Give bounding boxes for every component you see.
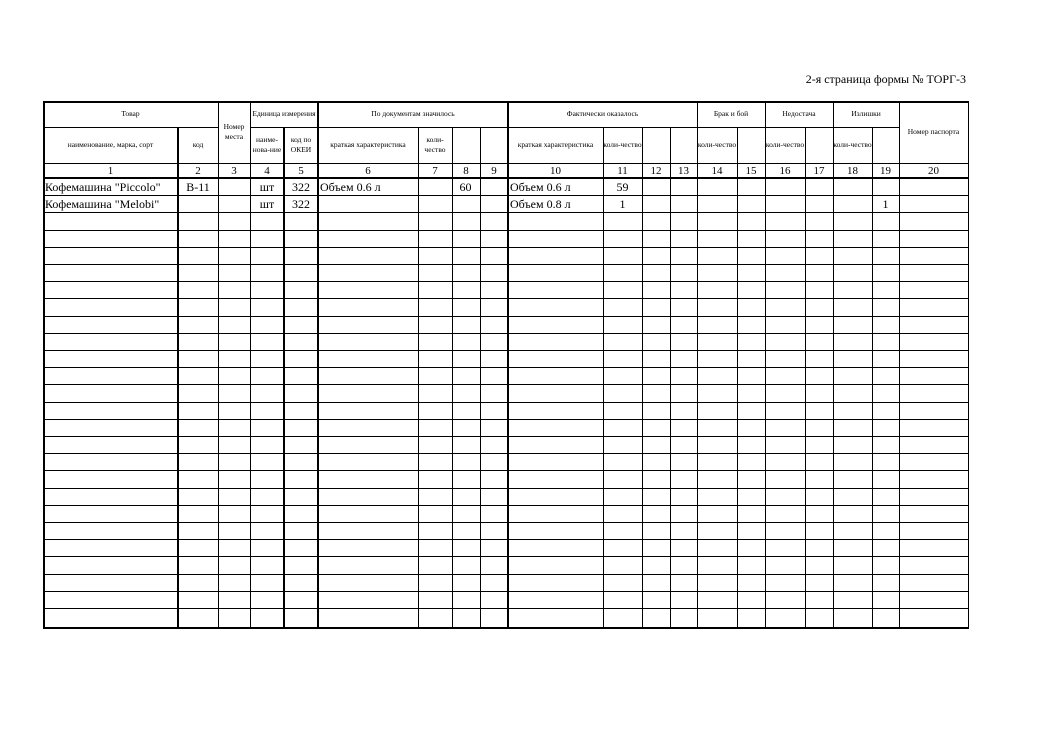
- column-number: 20: [928, 164, 939, 177]
- header-doc-quantity: коли-чество: [424, 135, 446, 154]
- header-shortage-quantity: коли-чество: [765, 140, 805, 149]
- column-divider-line: [968, 101, 969, 629]
- row-goods-name: Кофемашина "Melobi": [45, 196, 160, 211]
- row-divider-line: [43, 419, 968, 420]
- column-divider-line: [805, 127, 806, 629]
- column-divider-line: [899, 101, 900, 629]
- column-number: 3: [231, 164, 237, 177]
- column-number: 11: [617, 164, 628, 177]
- row-divider-line: [43, 298, 968, 299]
- row-divider-line: [43, 505, 968, 506]
- header-goods-code: код: [192, 140, 204, 149]
- header-surplus-quantity: коли-чество: [833, 140, 872, 149]
- header-act-quantity: коли-чество: [603, 140, 642, 149]
- inventory-form-table: [43, 101, 968, 629]
- row-divider-line: [43, 522, 968, 523]
- row-divider-line: [43, 316, 968, 317]
- row-divider-line: [43, 264, 968, 265]
- column-number: 2: [195, 164, 201, 177]
- row-act-description: Объем 0.6 л: [510, 179, 571, 194]
- column-number: 8: [463, 164, 469, 177]
- column-number: 5: [298, 164, 304, 177]
- row-doc-quantity: [438, 196, 493, 212]
- form-page-caption: 2-я страница формы № ТОРГ-3: [805, 72, 966, 86]
- column-number: 19: [880, 164, 891, 177]
- column-number: 17: [813, 164, 825, 177]
- row-doc-quantity: 60: [459, 179, 472, 194]
- row-divider-line: [43, 591, 968, 592]
- row-divider-line: [43, 212, 968, 213]
- column-number: 12: [650, 164, 662, 177]
- column-divider-line: [642, 127, 643, 629]
- column-number: 13: [678, 164, 689, 177]
- row-doc-description: [318, 196, 420, 212]
- row-divider-line: [43, 556, 968, 557]
- header-unit: Единица измерения: [252, 109, 316, 118]
- column-number: 10: [550, 164, 561, 177]
- row-goods-code: В-11: [186, 179, 210, 194]
- row-divider-line: [43, 384, 968, 385]
- header-goods: Товар: [121, 109, 140, 118]
- row-divider-line: [43, 281, 968, 282]
- row-unit-name: шт: [259, 179, 275, 194]
- row-divider-line: [43, 436, 968, 437]
- row-okei-code: 322: [292, 179, 310, 194]
- column-number: 6: [365, 164, 371, 177]
- header-per-documents: По документам значилось: [371, 109, 455, 118]
- row-surplus-quantity: 1: [882, 196, 889, 211]
- row-divider-line: [43, 453, 968, 454]
- row-goods-code: [178, 196, 218, 212]
- row-divider-line: [43, 608, 968, 609]
- row-divider-line: [43, 350, 968, 351]
- row-divider-line: [43, 470, 968, 471]
- header-defect-quantity: коли-чество: [697, 140, 737, 149]
- row-divider-line: [43, 574, 968, 575]
- column-divider-line: [765, 101, 766, 629]
- row-act-quantity: 1: [619, 196, 626, 211]
- thick-column-divider: [317, 178, 319, 629]
- column-number: 16: [779, 164, 791, 177]
- header-surplus: Излишки: [851, 109, 881, 118]
- header-act-description: краткая характеристика: [517, 140, 594, 149]
- header-doc-description: краткая характеристика: [330, 140, 406, 149]
- column-divider-line: [833, 101, 834, 629]
- row-okei-code: 322: [292, 196, 310, 211]
- header-unit-code: код по ОКЕИ: [290, 135, 312, 154]
- header-shortage: Недостача: [782, 109, 816, 118]
- column-divider-line: [670, 127, 671, 629]
- row-divider-line: [43, 247, 968, 248]
- row-divider-line: [43, 539, 968, 540]
- column-number: 15: [745, 164, 757, 177]
- row-goods-name: Кофемашина "Piccolo": [45, 179, 161, 194]
- column-divider-line: [697, 101, 698, 629]
- row-divider-line: [43, 488, 968, 489]
- row-unit-name: шт: [259, 196, 275, 211]
- table-bottom-border: [43, 627, 968, 629]
- column-number: 14: [711, 164, 723, 177]
- row-act-quantity: 59: [616, 179, 629, 194]
- row-divider-line: [43, 333, 968, 334]
- header-place-number: Номер места: [223, 122, 245, 141]
- row-divider-line: [43, 230, 968, 231]
- header-defect: Брак и бой: [713, 109, 749, 118]
- column-number: 7: [432, 164, 438, 177]
- column-number: 4: [264, 164, 270, 177]
- column-number: 1: [107, 164, 114, 177]
- column-divider-line: [737, 127, 738, 629]
- row-doc-description: Объем 0.6 л: [320, 179, 381, 194]
- row-surplus-quantity: [872, 179, 899, 195]
- column-number: 18: [847, 164, 858, 177]
- column-number: 9: [491, 164, 497, 177]
- header-passport-number: Номер паспорта: [907, 127, 960, 136]
- row-divider-line: [43, 402, 968, 403]
- header-goods-name: наименование, марка, сорт: [67, 140, 154, 149]
- header-unit-name: наиме-нова-ние: [252, 135, 282, 154]
- column-divider-line: [218, 101, 219, 629]
- row-act-description: Объем 0.8 л: [510, 196, 571, 211]
- thick-column-divider: [283, 178, 285, 629]
- header-actual: Фактически оказалось: [566, 109, 639, 118]
- thick-column-divider: [507, 178, 509, 629]
- row-divider-line: [43, 367, 968, 368]
- thick-column-divider: [177, 178, 179, 629]
